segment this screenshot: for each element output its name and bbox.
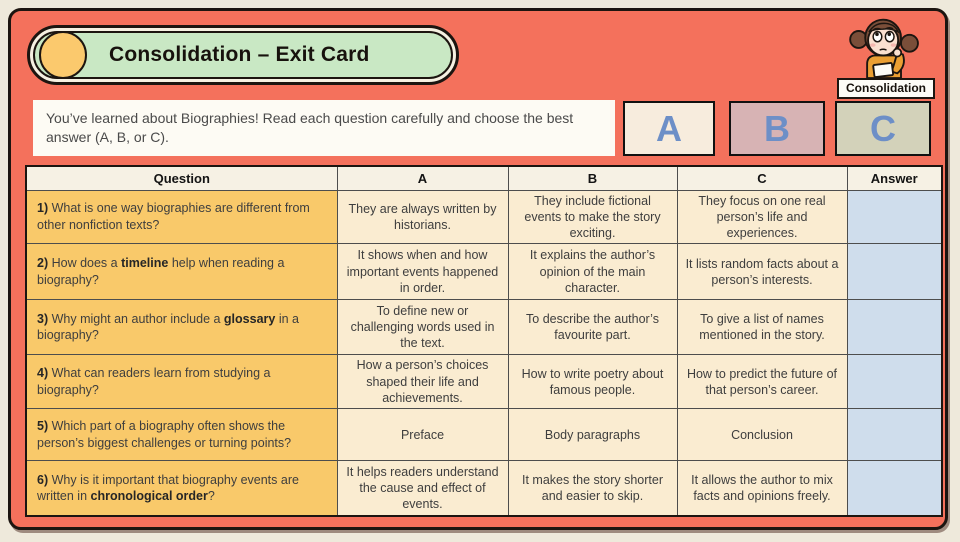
table-row [26,409,942,461]
table-row [26,355,942,409]
question-text-tail: in a biography? [37,311,299,343]
option-a-cell: To define new or challenging words used in the text. [337,300,508,355]
question-text-tail: ? [207,489,215,503]
column-header-answer: Answer [847,166,942,190]
table-header-row [26,166,942,190]
question-text: Why is it important that biography events are written in [37,472,299,503]
question-text: What can readers learn from studying a biography? [37,366,271,397]
option-a-cell: It helps readers understand the cause and effect of events. [337,461,508,516]
column-header-question: Question [26,166,337,190]
column-header-c: C [677,166,847,190]
option-c-cell: To give a list of names mentioned in the story. [677,300,847,355]
option-c-cell: They focus on one real person’s life and experiences. [677,190,847,244]
column-header-a: A [337,166,508,190]
page-title: Consolidation – Exit Card [109,43,370,66]
question-number: 3) [37,311,49,326]
question-number: 1) [37,201,49,216]
question-text-tail: help when reading a biography? [37,256,285,287]
title-badge [27,25,459,85]
question-cell [26,461,337,516]
choice-a-label: A [656,107,682,149]
option-b-cell: Body paragraphs [508,409,677,461]
mascot [837,15,933,99]
question-cell [26,300,337,355]
option-b-cell: It explains the author’s opinion of the main character. [508,244,677,300]
question-bold-term: timeline [121,256,169,271]
choice-c-label: C [870,107,896,149]
question-number: 6) [37,472,49,487]
question-number: 5) [37,419,49,434]
question-number: 2) [37,256,49,271]
option-c-cell: Conclusion [677,409,847,461]
choice-box-a[interactable] [623,101,715,156]
question-text: How does a [48,256,122,271]
answer-input-cell[interactable] [847,244,942,300]
table-row [26,190,942,244]
table-row [26,300,942,355]
question-cell [26,190,337,244]
option-c-cell: It lists random facts about a person’s interests. [677,244,847,300]
question-text: Why might an author include a [48,311,224,326]
thinking-girl-icon [842,15,928,79]
choice-b-label: B [764,107,790,149]
table-row [26,244,942,300]
option-c-cell: How to predict the future of that person’s career. [677,355,847,409]
question-bold-term: chronological order [90,489,208,503]
option-a-cell: Preface [337,409,508,461]
question-cell [26,409,337,461]
exit-card-slide [8,8,948,530]
column-header-b: B [508,166,677,190]
option-c-cell: It allows the author to mix facts and opinions freely. [677,461,847,516]
question-text: Which part of a biography often shows the person’s biggest challenges or turning points? [37,419,292,450]
option-a-cell: It shows when and how important events happened in order. [337,244,508,300]
question-number: 4) [37,366,49,381]
orange-dot-icon [39,31,87,79]
option-b-cell: They include fictional events to make the story exciting. [508,190,677,244]
quiz-table [25,165,943,517]
choice-box-b[interactable] [729,101,825,156]
mascot-label: Consolidation [837,78,935,99]
table-row [26,461,942,516]
answer-input-cell[interactable] [847,300,942,355]
option-b-cell: To describe the author’s favourite part. [508,300,677,355]
question-text: What is one way biographies are different from other nonfiction texts? [37,201,310,232]
question-cell [26,244,337,300]
option-a-cell: They are always written by historians. [337,190,508,244]
option-b-cell: It makes the story shorter and easier to skip. [508,461,677,516]
answer-input-cell[interactable] [847,190,942,244]
answer-input-cell[interactable] [847,355,942,409]
title-badge-inner [33,31,453,79]
answer-input-cell[interactable] [847,409,942,461]
question-cell [26,355,337,409]
answer-input-cell[interactable] [847,461,942,516]
option-b-cell: How to write poetry about famous people. [508,355,677,409]
instructions-text: You’ve learned about Biographies! Read each question carefully and choose the best answer (A, B, or C). [33,100,615,156]
option-a-cell: How a person’s choices shaped their life and achievements. [337,355,508,409]
choice-box-c[interactable] [835,101,931,156]
question-bold-term: glossary [223,311,276,326]
